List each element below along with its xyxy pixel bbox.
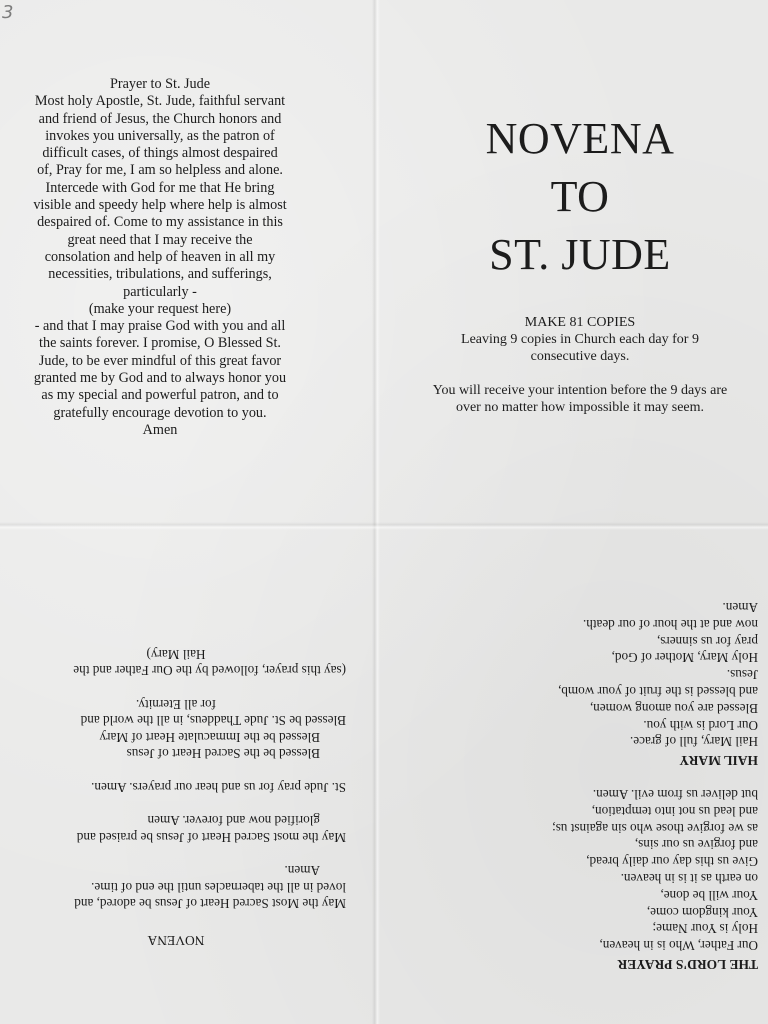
hail-mary-line: Holy Mary, Mother of God, bbox=[611, 650, 758, 666]
prayer-line: visible and speedy help where help is almost bbox=[33, 197, 287, 214]
novena-line: loved in all the tabernacles until the end of time. bbox=[91, 880, 346, 895]
prayer-title: Prayer to St. Jude bbox=[109, 76, 211, 92]
lords-prayer-line: and lead us not into temptation, bbox=[591, 803, 758, 819]
novena-line: glorified now and forever. Amen bbox=[147, 813, 320, 829]
lords-prayer-line: Our Father, Who is in heaven, bbox=[599, 938, 758, 954]
lords-prayer-line: but deliver us from evil. Amen. bbox=[592, 787, 758, 803]
novena-line: Blessed be the Sacred Heart of Jesus bbox=[126, 746, 320, 762]
lords-prayer bbox=[428, 785, 758, 972]
novena-line: Amen. bbox=[284, 863, 320, 879]
prayer-line: despaired of. Come to my assistance in this bbox=[37, 214, 283, 231]
hail-mary bbox=[428, 598, 758, 768]
instruction-line: MAKE 81 COPIES bbox=[524, 315, 636, 330]
novena-line: Hail Mary) bbox=[146, 647, 206, 662]
prayer-line: Jude, to be ever mindful of this great favor bbox=[38, 352, 282, 369]
prayer-amen: Amen bbox=[142, 421, 178, 438]
prayer-line: difficult cases, of things almost despaired bbox=[42, 145, 278, 162]
prayer-line: necessities, tribulations, and sufferings, bbox=[48, 266, 272, 283]
novena-paragraph bbox=[6, 646, 346, 679]
prayer-line: of, Pray for me, I am so helpless and alone. bbox=[37, 162, 283, 179]
novena-paragraph bbox=[6, 696, 346, 762]
lords-prayer-line: Your kingdom come, bbox=[646, 904, 758, 920]
prayer-line: invokes you universally, as the patron of bbox=[45, 127, 275, 144]
lords-prayer-line: Give us this day our daily bread, bbox=[586, 854, 758, 870]
cover-panel bbox=[410, 110, 750, 416]
prayer-line: granted me by God and to always honor you bbox=[33, 370, 287, 387]
hail-mary-heading: HAIL MARY bbox=[679, 753, 758, 769]
cover-title-line: TO bbox=[550, 172, 610, 221]
novena-paragraph bbox=[6, 812, 346, 845]
prayer-line: Most holy Apostle, St. Jude, faithful servant bbox=[34, 93, 286, 110]
promise-text bbox=[410, 382, 750, 416]
hail-mary-line: now and at the hour of our death. bbox=[582, 616, 758, 632]
hail-mary-line: Blessed are you among women, bbox=[589, 700, 758, 716]
hail-mary-line: and blessed is the fruit of your womb, bbox=[558, 684, 758, 700]
novena-line: Blessed be St. Jude Thaddeus, in all the world and bbox=[80, 713, 346, 729]
novena-line: for all Eternity. bbox=[135, 697, 217, 712]
hail-mary-line: Amen. bbox=[722, 600, 758, 616]
prayer-line: consolation and help of heaven in all my bbox=[44, 248, 276, 265]
instruction-line: Leaving 9 copies in Church each day for 9 bbox=[461, 332, 699, 347]
prayer-to-st-jude bbox=[10, 76, 310, 439]
lords-prayer-line: on earth as it is in heaven. bbox=[620, 871, 758, 887]
prayer-line: - and that I may praise God with you and all bbox=[34, 318, 286, 335]
hail-mary-line: Our Lord is with you. bbox=[643, 717, 758, 733]
horizontal-fold-crease bbox=[0, 522, 768, 530]
lords-prayer-line: Your will be done, bbox=[660, 887, 758, 903]
promise-line: over no matter how impossible it may seem. bbox=[455, 400, 705, 415]
novena-paragraph bbox=[6, 779, 346, 796]
novena-heading: NOVENA bbox=[147, 933, 205, 948]
lords-prayer-line: as we forgive those who sin against us; bbox=[552, 820, 758, 836]
prayer-line: (make your request here) bbox=[88, 300, 232, 317]
copy-instructions bbox=[410, 314, 750, 365]
page-number: 3 bbox=[2, 2, 14, 23]
lords-prayer-line: Holy is Your Name; bbox=[652, 921, 758, 937]
hail-mary-line: Jesus. bbox=[726, 667, 758, 683]
prayer-line: and friend of Jesus, the Church honors and bbox=[38, 110, 282, 127]
prayers-panel-upside-down bbox=[382, 540, 768, 1020]
hail-mary-line: Hail Mary, full of grace. bbox=[629, 734, 758, 750]
prayer-line: particularly - bbox=[123, 283, 197, 300]
novena-line: May the most Sacred Heart of Jesus be praised and bbox=[76, 830, 346, 845]
prayer-line: gratefully encourage devotion to you. bbox=[53, 404, 267, 421]
novena-line: St. Jude pray for us and hear our prayers. Amen. bbox=[91, 780, 346, 795]
lords-prayer-line: and forgive us our sins, bbox=[634, 837, 758, 853]
prayer-line: as my special and powerful patron, and to bbox=[41, 387, 279, 404]
prayer-line: great need that I may receive the bbox=[67, 231, 253, 248]
novena-panel-upside-down bbox=[0, 540, 368, 1020]
novena-line: Blessed be the Immaculate Heart of Mary bbox=[99, 730, 320, 745]
novena-line: May the Most Sacred Heart of Jesus be adored, and bbox=[74, 896, 346, 912]
prayer-line: the saints forever. I promise, O Blessed St. bbox=[39, 335, 281, 352]
lords-prayer-heading: THE LORD'S PRAYER bbox=[617, 957, 758, 972]
hail-mary-line: pray for us sinners, bbox=[656, 633, 758, 649]
novena-line: (say this prayer, followed by the Our Father and the bbox=[73, 663, 346, 679]
novena-paragraph bbox=[6, 862, 346, 912]
vertical-fold-crease bbox=[372, 0, 380, 1024]
prayer-line: Intercede with God for me that He bring bbox=[45, 179, 275, 196]
promise-line: You will receive your intention before the 9 days are bbox=[432, 383, 728, 398]
cover-title-line: ST. JUDE bbox=[489, 230, 671, 279]
instruction-line: consecutive days. bbox=[530, 349, 630, 364]
cover-title-line: NOVENA bbox=[485, 114, 675, 163]
